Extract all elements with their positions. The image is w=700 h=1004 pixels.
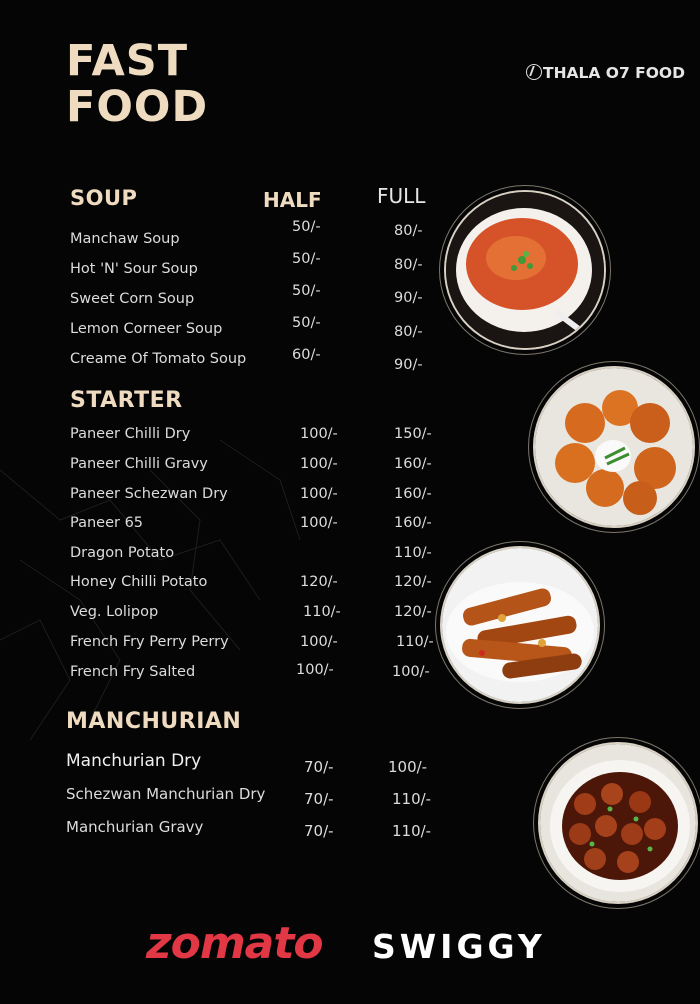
honey-chilli-potato-image [440, 546, 600, 704]
menu-item-name: Paneer 65 [70, 515, 144, 531]
price-full: 90/- [394, 290, 423, 306]
price-full: 110/- [392, 790, 432, 808]
bolt-circle-icon [526, 64, 542, 80]
menu-item-name: Dragon Potato [70, 545, 175, 561]
price-full: 100/- [388, 758, 428, 776]
menu-item-name: Lemon Corneer Soup [70, 321, 223, 337]
section-title-manchurian: MANCHURIAN [66, 709, 242, 734]
menu-item-name: Paneer Chilli Dry [70, 426, 191, 442]
price-full: 100/- [392, 664, 430, 680]
price-half: 50/- [292, 315, 321, 331]
price-full: 120/- [394, 574, 432, 590]
price-full: 110/- [396, 634, 434, 650]
footer-delivery-logos [0, 918, 700, 978]
price-full: 160/- [394, 456, 432, 472]
price-full: 120/- [394, 604, 432, 620]
menu-item-name: Manchaw Soup [70, 231, 180, 247]
menu-item-name: Veg. Lolipop [70, 604, 159, 620]
price-half: 70/- [304, 822, 334, 840]
price-full: 160/- [394, 515, 432, 531]
veg-lolipop-image [533, 366, 695, 528]
column-header-half: HALF [263, 188, 322, 212]
price-half: 100/- [300, 634, 338, 650]
price-full: 80/- [394, 223, 423, 239]
menu-item-name: Manchurian Gravy [66, 818, 204, 836]
brand-text: THALA O7 FOOD [543, 64, 685, 82]
price-half: 70/- [304, 790, 334, 808]
section-title-soup: SOUP [70, 186, 138, 210]
price-half: 50/- [292, 283, 321, 299]
manchurian-gravy-image [538, 742, 698, 904]
column-header-full: FULL [377, 184, 426, 208]
price-full: 80/- [394, 257, 423, 273]
price-half: 100/- [300, 486, 338, 502]
menu-item-name: Paneer Schezwan Dry [70, 486, 228, 502]
menu-item-name: French Fry Salted [70, 664, 196, 680]
menu-item-name: Honey Chilli Potato [70, 574, 208, 590]
zomato-logo: zomato [146, 918, 323, 969]
price-half: 100/- [300, 515, 338, 531]
brand-label [526, 64, 685, 82]
price-half: 120/- [300, 574, 338, 590]
price-full: 110/- [392, 822, 432, 840]
title-line-1: FAST [66, 36, 189, 86]
menu-item-name: Sweet Corn Soup [70, 291, 195, 307]
price-full: 110/- [394, 545, 432, 561]
price-half: 60/- [292, 347, 321, 363]
price-half: 100/- [296, 662, 334, 678]
price-half: 110/- [303, 604, 341, 620]
price-half: 50/- [292, 219, 321, 235]
section-title-starter: STARTER [70, 388, 183, 413]
swiggy-logo: SWIGGY [372, 927, 546, 966]
title-line-2: FOOD [66, 82, 209, 132]
price-full: 160/- [394, 486, 432, 502]
soup-bowl-image [444, 190, 606, 350]
price-full: 150/- [394, 426, 432, 442]
menu-item-name: Creame Of Tomato Soup [70, 351, 247, 367]
price-half: 70/- [304, 758, 334, 776]
page-title [66, 38, 208, 130]
menu-item-name: Schezwan Manchurian Dry [66, 785, 266, 803]
menu-item-name: Manchurian Dry [66, 751, 202, 771]
price-half: 100/- [300, 426, 338, 442]
price-full: 90/- [394, 357, 423, 373]
price-half: 50/- [292, 251, 321, 267]
price-full: 80/- [394, 324, 423, 340]
menu-item-name: French Fry Perry Perry [70, 634, 229, 650]
menu-item-name: Paneer Chilli Gravy [70, 456, 208, 472]
price-half: 100/- [300, 456, 338, 472]
menu-item-name: Hot 'N' Sour Soup [70, 261, 198, 277]
